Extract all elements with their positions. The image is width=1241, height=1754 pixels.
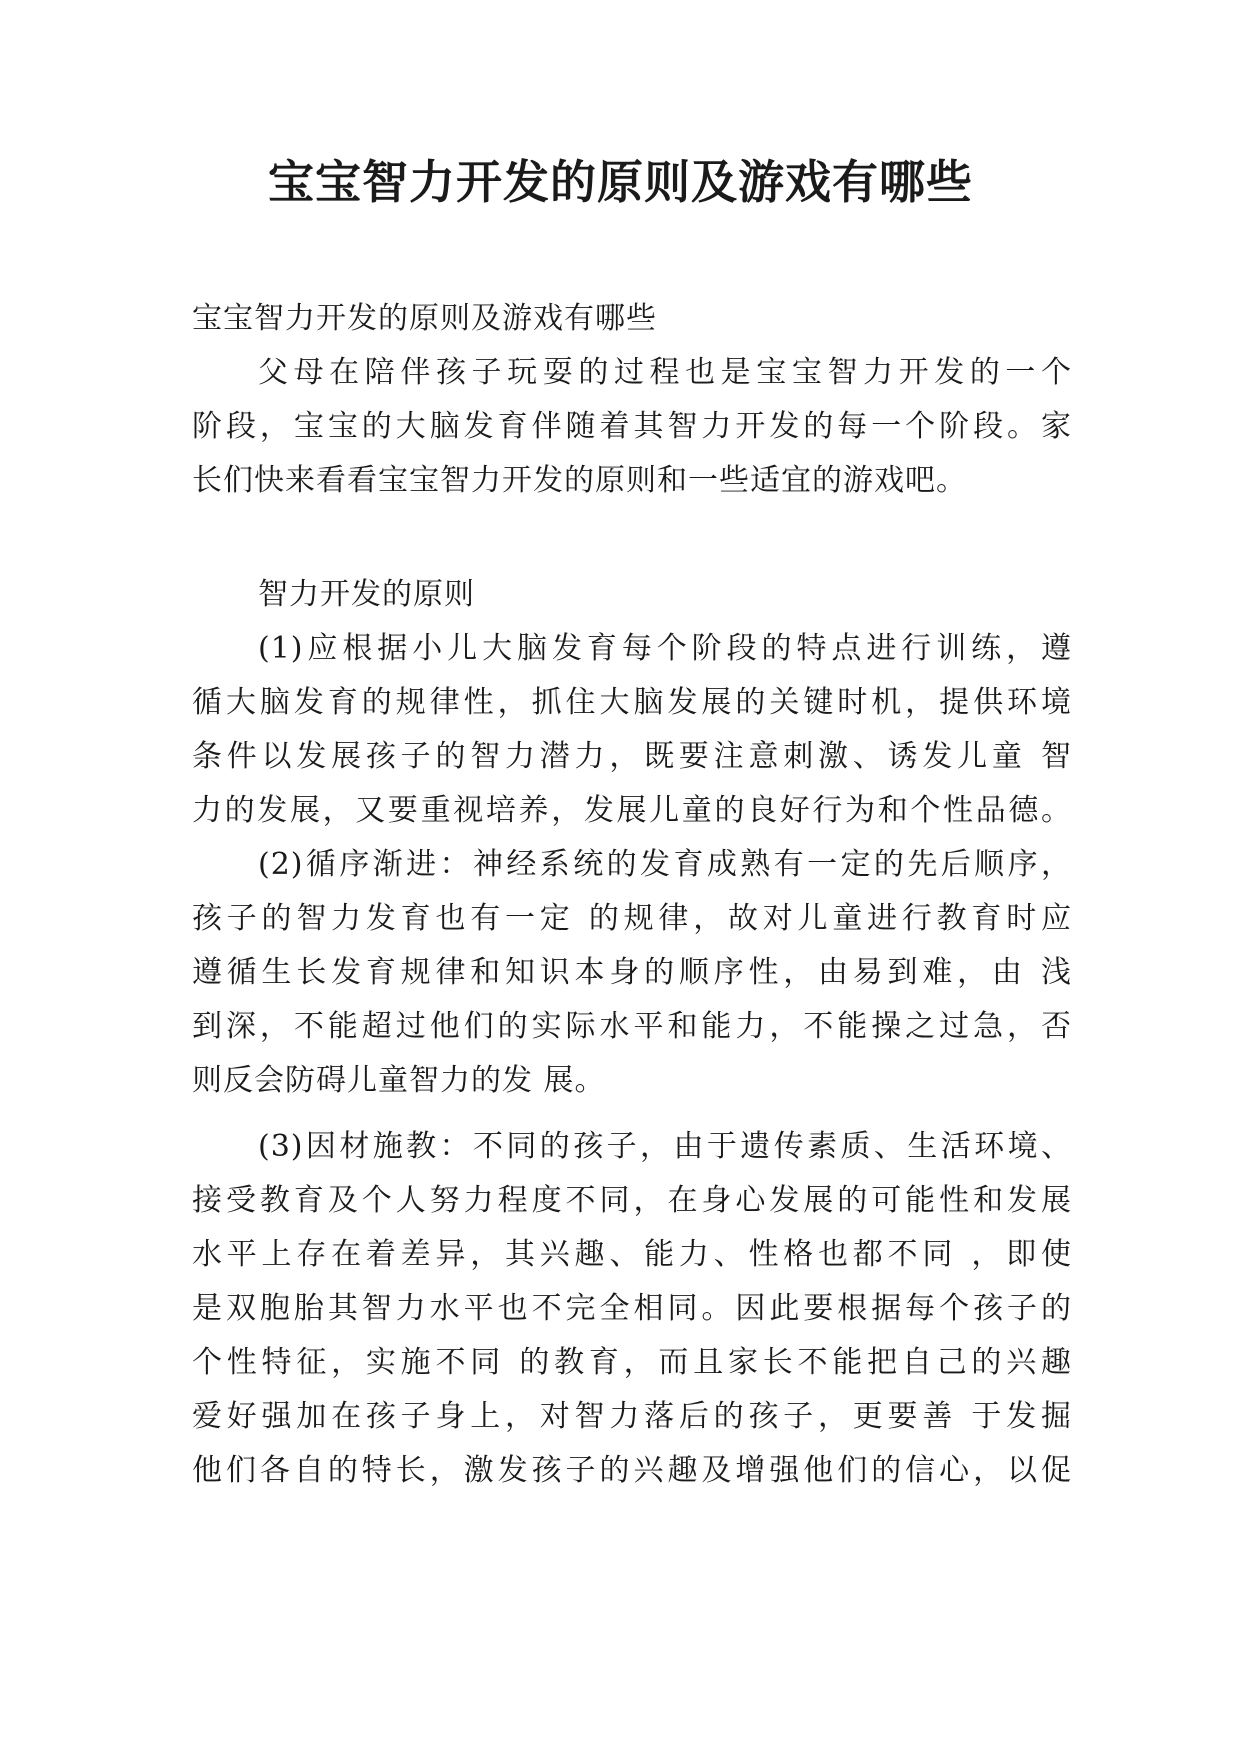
- paragraph-line: 长们快来看看宝宝智力开发的原则和一些适宜的游戏吧。: [192, 463, 967, 498]
- section-heading: 智力开发的原则: [258, 577, 475, 612]
- paragraph-line: 循大脑发育的规律性，抓住大脑发展的关键时机，提供环境: [192, 685, 1072, 720]
- intro-paragraph: [192, 346, 1072, 508]
- document-body: [192, 292, 1072, 1498]
- document-subtitle: 宝宝智力开发的原则及游戏有哪些: [192, 301, 657, 336]
- paragraph-line: (3)因材施教：不同的孩子，由于遗传素质、生活环境、: [258, 1129, 1072, 1164]
- paragraph-line: 到深，不能超过他们的实际水平和能力，不能操之过急，否: [192, 1009, 1072, 1044]
- principle-3-paragraph: [192, 1120, 1072, 1498]
- paragraph-line: 孩子的智力发育也有一定 的规律，故对儿童进行教育时应: [192, 901, 1072, 936]
- paragraph-line: 接受教育及个人努力程度不同，在身心发展的可能性和发展: [192, 1183, 1072, 1218]
- paragraph-spacer: [192, 508, 1072, 568]
- paragraph-line: 水平上存在着差异，其兴趣、能力、性格也都不同 ，即使: [192, 1237, 1072, 1272]
- paragraph-line: 他们各自的特长，激发孩子的兴趣及增强他们的信心，以促: [192, 1453, 1072, 1488]
- paragraph-spacer: [192, 1108, 1072, 1120]
- paragraph-line: 则反会防碍儿童智力的发 展。: [192, 1063, 606, 1098]
- paragraph-line: 力的发展，又要重视培养，发展儿童的良好行为和个性品德。: [192, 793, 1072, 828]
- paragraph-line: 遵循生长发育规律和知识本身的顺序性，由易到难，由 浅: [192, 955, 1072, 990]
- paragraph-line: 父母在陪伴孩子玩耍的过程也是宝宝智力开发的一个: [258, 355, 1072, 390]
- paragraph-line: 阶段，宝宝的大脑发育伴随着其智力开发的每一个阶段。家: [192, 409, 1072, 444]
- paragraph-line: 爱好强加在孩子身上，对智力落后的孩子，更要善 于发掘: [192, 1399, 1072, 1434]
- principle-2-paragraph: [192, 838, 1072, 1108]
- paragraph-line: (1)应根据小儿大脑发育每个阶段的特点进行训练，遵: [258, 631, 1072, 666]
- paragraph-line: 是双胞胎其智力水平也不完全相同。因此要根据每个孩子的: [192, 1291, 1072, 1326]
- paragraph-line: 个性特征，实施不同 的教育，而且家长不能把自己的兴趣: [192, 1345, 1072, 1380]
- paragraph-line: (2)循序渐进：神经系统的发育成熟有一定的先后顺序，: [258, 847, 1072, 882]
- principle-1-paragraph: [192, 622, 1072, 838]
- paragraph-line: 条件以发展孩子的智力潜力，既要注意刺激、诱发儿童 智: [192, 739, 1072, 774]
- document-title: 宝宝智力开发的原则及游戏有哪些: [268, 155, 973, 209]
